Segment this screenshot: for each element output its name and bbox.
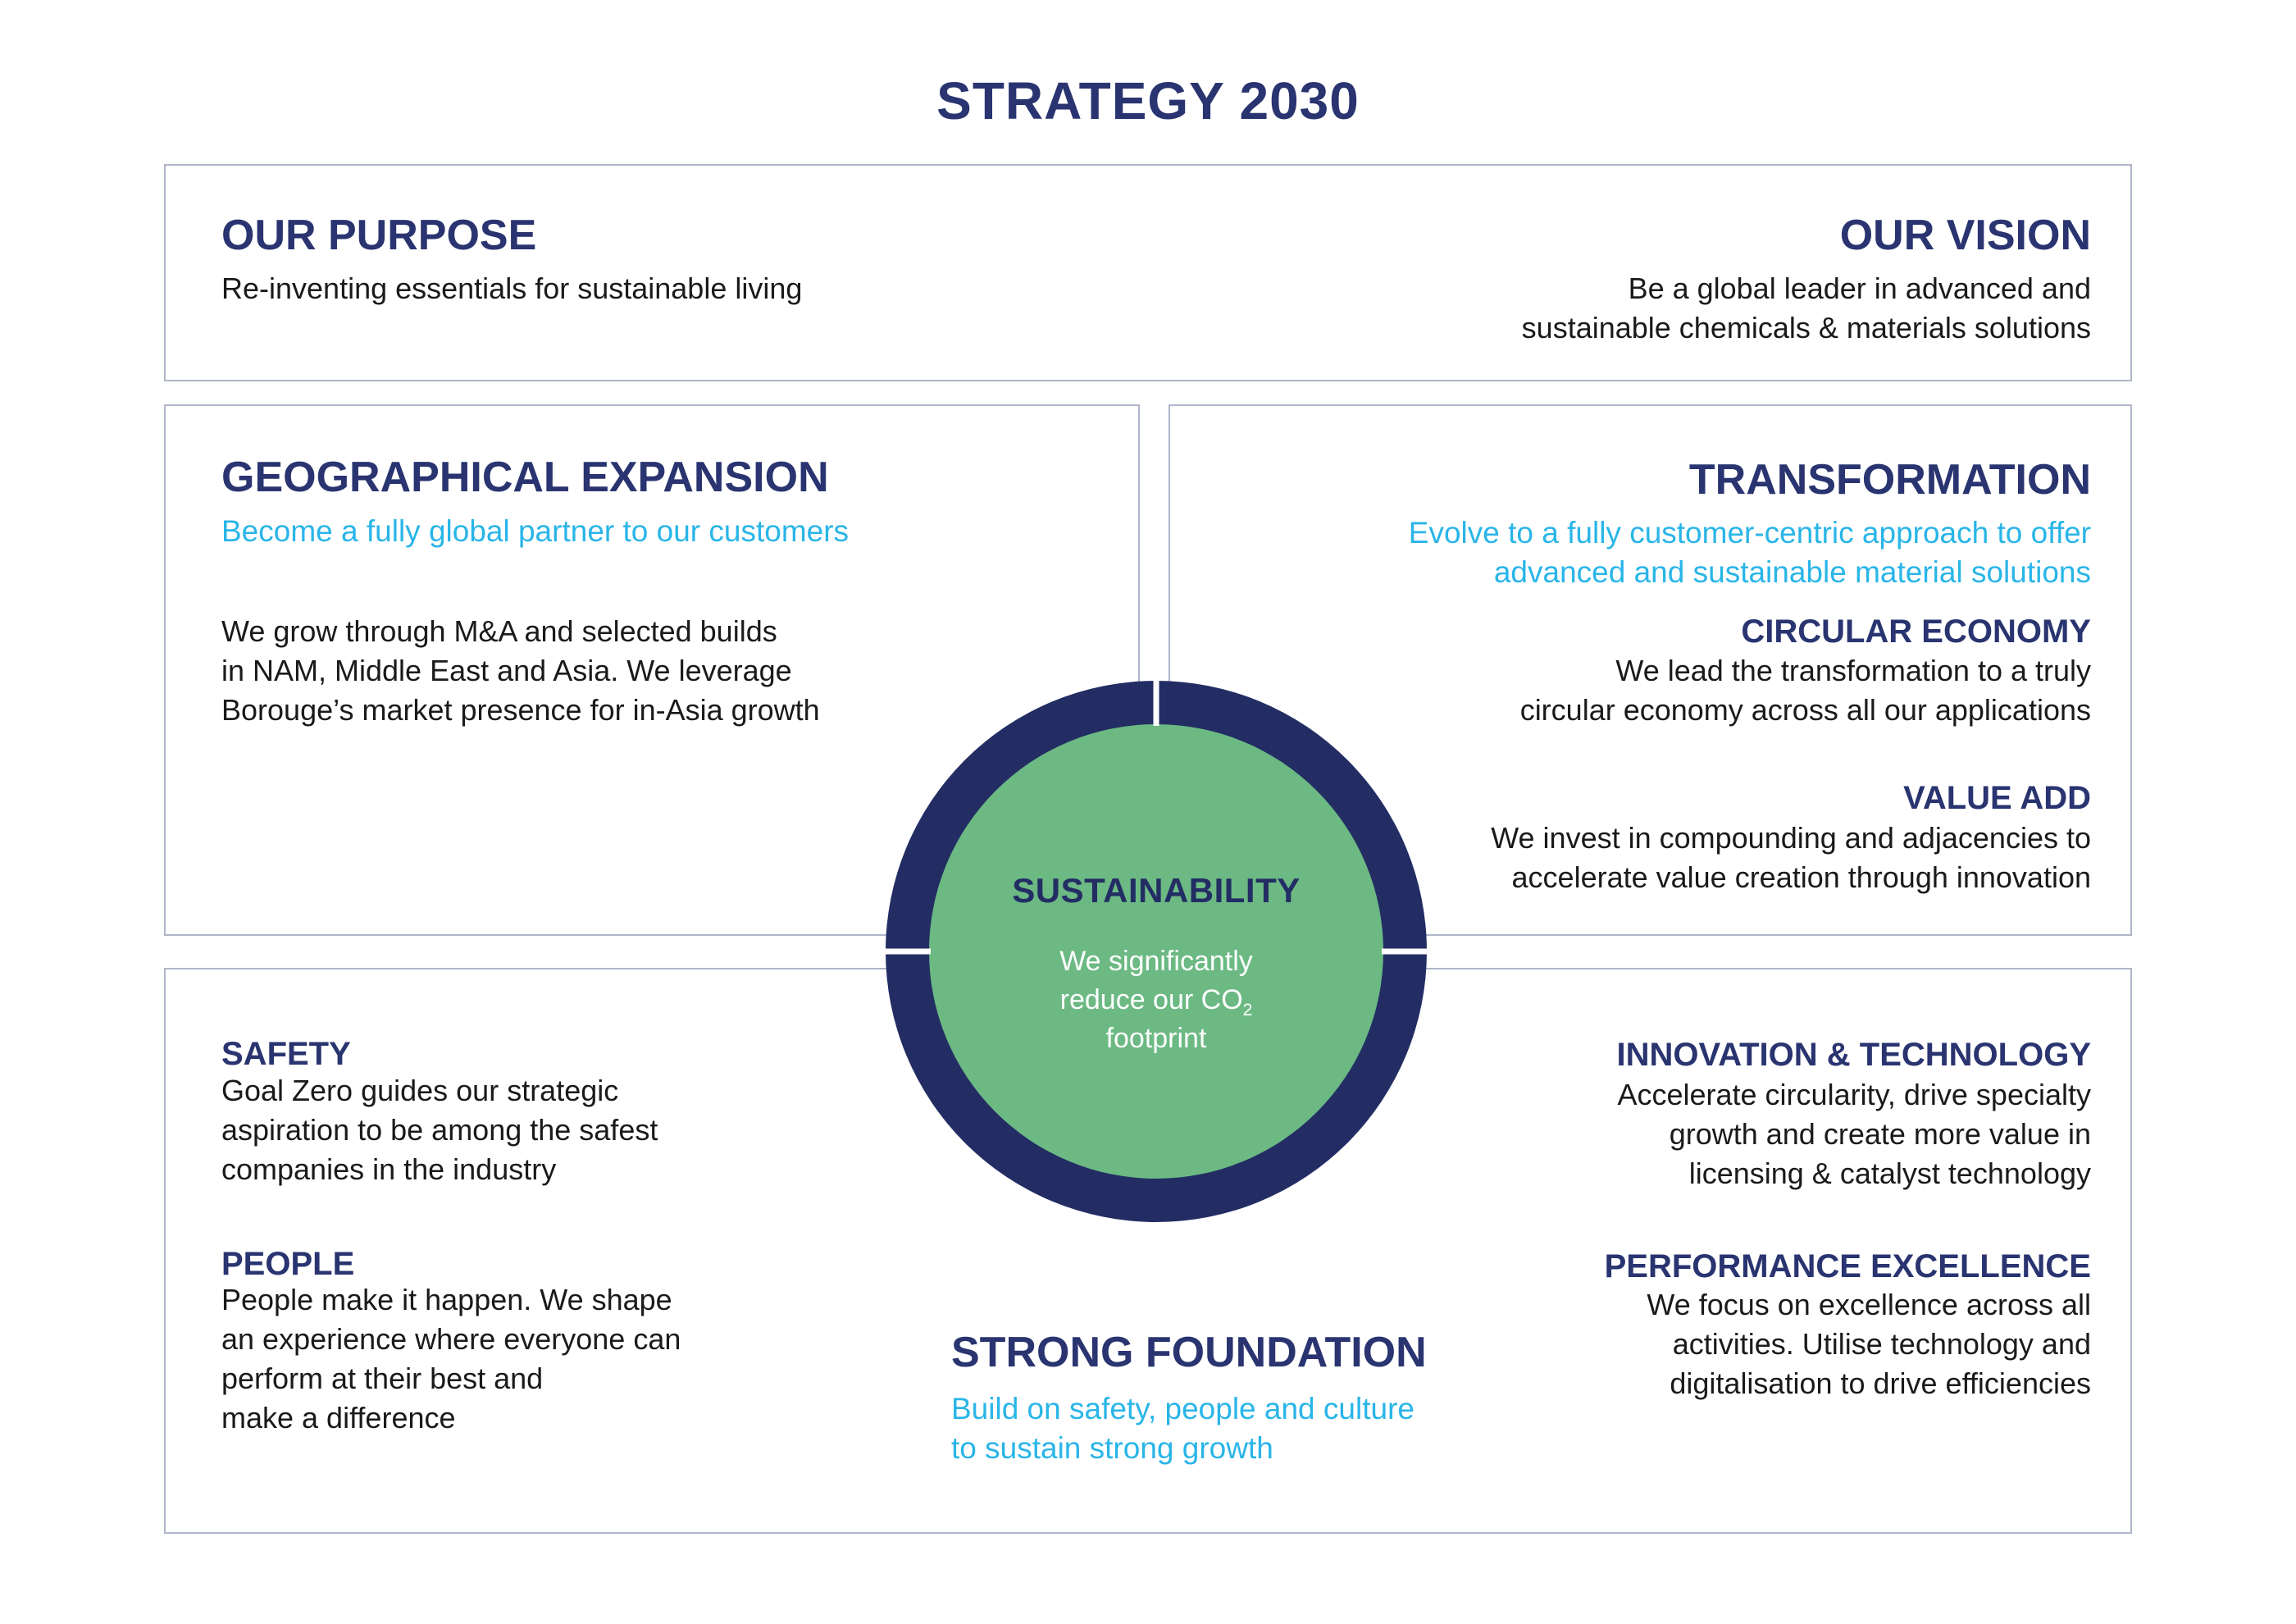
- value-add-heading: VALUE ADD: [1903, 780, 2091, 816]
- performance-excellence-body: [1647, 1285, 2091, 1403]
- safety-heading: SAFETY: [221, 1036, 351, 1072]
- sustainability-body-line: [910, 981, 1402, 1020]
- people-section: [221, 1243, 354, 1284]
- safety-body-line: aspiration to be among the safest: [221, 1113, 658, 1147]
- people-body-line: People make it happen. We shape: [221, 1283, 672, 1316]
- safety-section: [221, 1033, 351, 1074]
- vision-section: [1840, 212, 2091, 259]
- vision-body-line: Be a global leader in advanced and: [1628, 271, 2091, 305]
- safety-body-line: Goal Zero guides our strategic: [221, 1074, 619, 1107]
- innovation-technology-body-line: growth and create more value in: [1669, 1117, 2091, 1151]
- circular-economy-section: [1741, 611, 2091, 652]
- innovation-technology-body: [1617, 1075, 2091, 1193]
- circular-economy-heading: CIRCULAR ECONOMY: [1741, 614, 2091, 650]
- innovation-technology-heading: INNOVATION & TECHNOLOGY: [1616, 1037, 2091, 1073]
- innovation-technology-body-line: Accelerate circularity, drive specialty: [1617, 1078, 2091, 1111]
- people-body-line: an experience where everyone can: [221, 1322, 681, 1356]
- strong-foundation-tagline: [951, 1389, 1414, 1468]
- sustainability-body-line: [910, 942, 1402, 981]
- circular-economy-body-line: circular economy across all our applications: [1519, 693, 2091, 727]
- value-add-body-line: accelerate value creation through innovation: [1511, 860, 2091, 894]
- performance-excellence-section: [1605, 1246, 2091, 1287]
- vision-body: [1522, 269, 2091, 348]
- people-body-line: make a difference: [221, 1401, 456, 1435]
- innovation-technology-body-line: licensing & catalyst technology: [1688, 1156, 2091, 1190]
- geo-expansion-body-line: in NAM, Middle East and Asia. We leverage: [221, 654, 792, 687]
- purpose-heading: OUR PURPOSE: [221, 212, 537, 259]
- transformation-heading: TRANSFORMATION: [1688, 456, 2091, 504]
- safety-body-line: companies in the industry: [221, 1152, 557, 1186]
- strong-foundation-tagline-line: Build on safety, people and culture: [951, 1392, 1414, 1426]
- sustainability-body-line: [910, 1020, 1402, 1058]
- value-add-body-line: We invest in compounding and adjacencies to: [1491, 821, 2091, 855]
- performance-excellence-body-line: digitalisation to drive efficiencies: [1670, 1366, 2091, 1400]
- transformation-tagline-line: advanced and sustainable material solutions: [1493, 555, 2091, 589]
- strong-foundation-section: [951, 1329, 1427, 1376]
- sustainability-body: [910, 942, 1402, 1058]
- geo-expansion-section: [221, 454, 829, 501]
- sustainability-line3: footprint: [1105, 1023, 1207, 1054]
- geo-expansion-body: [221, 612, 820, 730]
- people-body-line: perform at their best and: [221, 1362, 544, 1395]
- value-add-body: [1491, 819, 2091, 897]
- value-add-section: [1903, 778, 2091, 819]
- purpose-body: [221, 269, 802, 308]
- geo-expansion-tagline-line: Become a fully global partner to our customers: [221, 514, 850, 548]
- circular-economy-body: [1520, 651, 2091, 730]
- transformation-tagline-line: Evolve to a fully customer-centric approach to offer: [1408, 516, 2091, 550]
- vision-heading: OUR VISION: [1839, 212, 2091, 259]
- performance-excellence-body-line: We focus on excellence across all: [1647, 1288, 2091, 1321]
- circular-economy-body-line: We lead the transformation to a truly: [1615, 654, 2091, 687]
- people-body: [221, 1280, 681, 1438]
- performance-excellence-heading: PERFORMANCE EXCELLENCE: [1604, 1248, 2091, 1284]
- sustainability-line2: reduce our CO: [1059, 984, 1243, 1015]
- strong-foundation-tagline-line: to sustain strong growth: [951, 1431, 1273, 1465]
- sustainability-line1: We significantly: [1059, 946, 1253, 977]
- geo-expansion-heading: GEOGRAPHICAL EXPANSION: [221, 454, 829, 501]
- vision-body-line: sustainable chemicals & materials solutions: [1521, 311, 2091, 344]
- geo-expansion-body-line: We grow through M&A and selected builds: [221, 614, 777, 648]
- geo-expansion-body-line: Borouge’s market presence for in-Asia growth: [221, 693, 820, 727]
- strong-foundation-heading: STRONG FOUNDATION: [951, 1329, 1427, 1376]
- geo-expansion-tagline: [221, 512, 849, 551]
- performance-excellence-body-line: activities. Utilise technology and: [1672, 1327, 2091, 1361]
- sustainability-heading: SUSTAINABILITY: [1012, 871, 1301, 910]
- purpose-section: [221, 212, 536, 259]
- page-title: STRATEGY 2030: [936, 71, 1360, 130]
- safety-body: [221, 1071, 658, 1189]
- transformation-section: [1689, 456, 2091, 504]
- transformation-tagline: [1409, 513, 2091, 592]
- purpose-body-line: Re-inventing essentials for sustainable living: [221, 271, 803, 305]
- co2-subscript: 2: [1242, 1000, 1253, 1020]
- innovation-technology-section: [1616, 1034, 2091, 1075]
- people-heading: PEOPLE: [221, 1246, 355, 1282]
